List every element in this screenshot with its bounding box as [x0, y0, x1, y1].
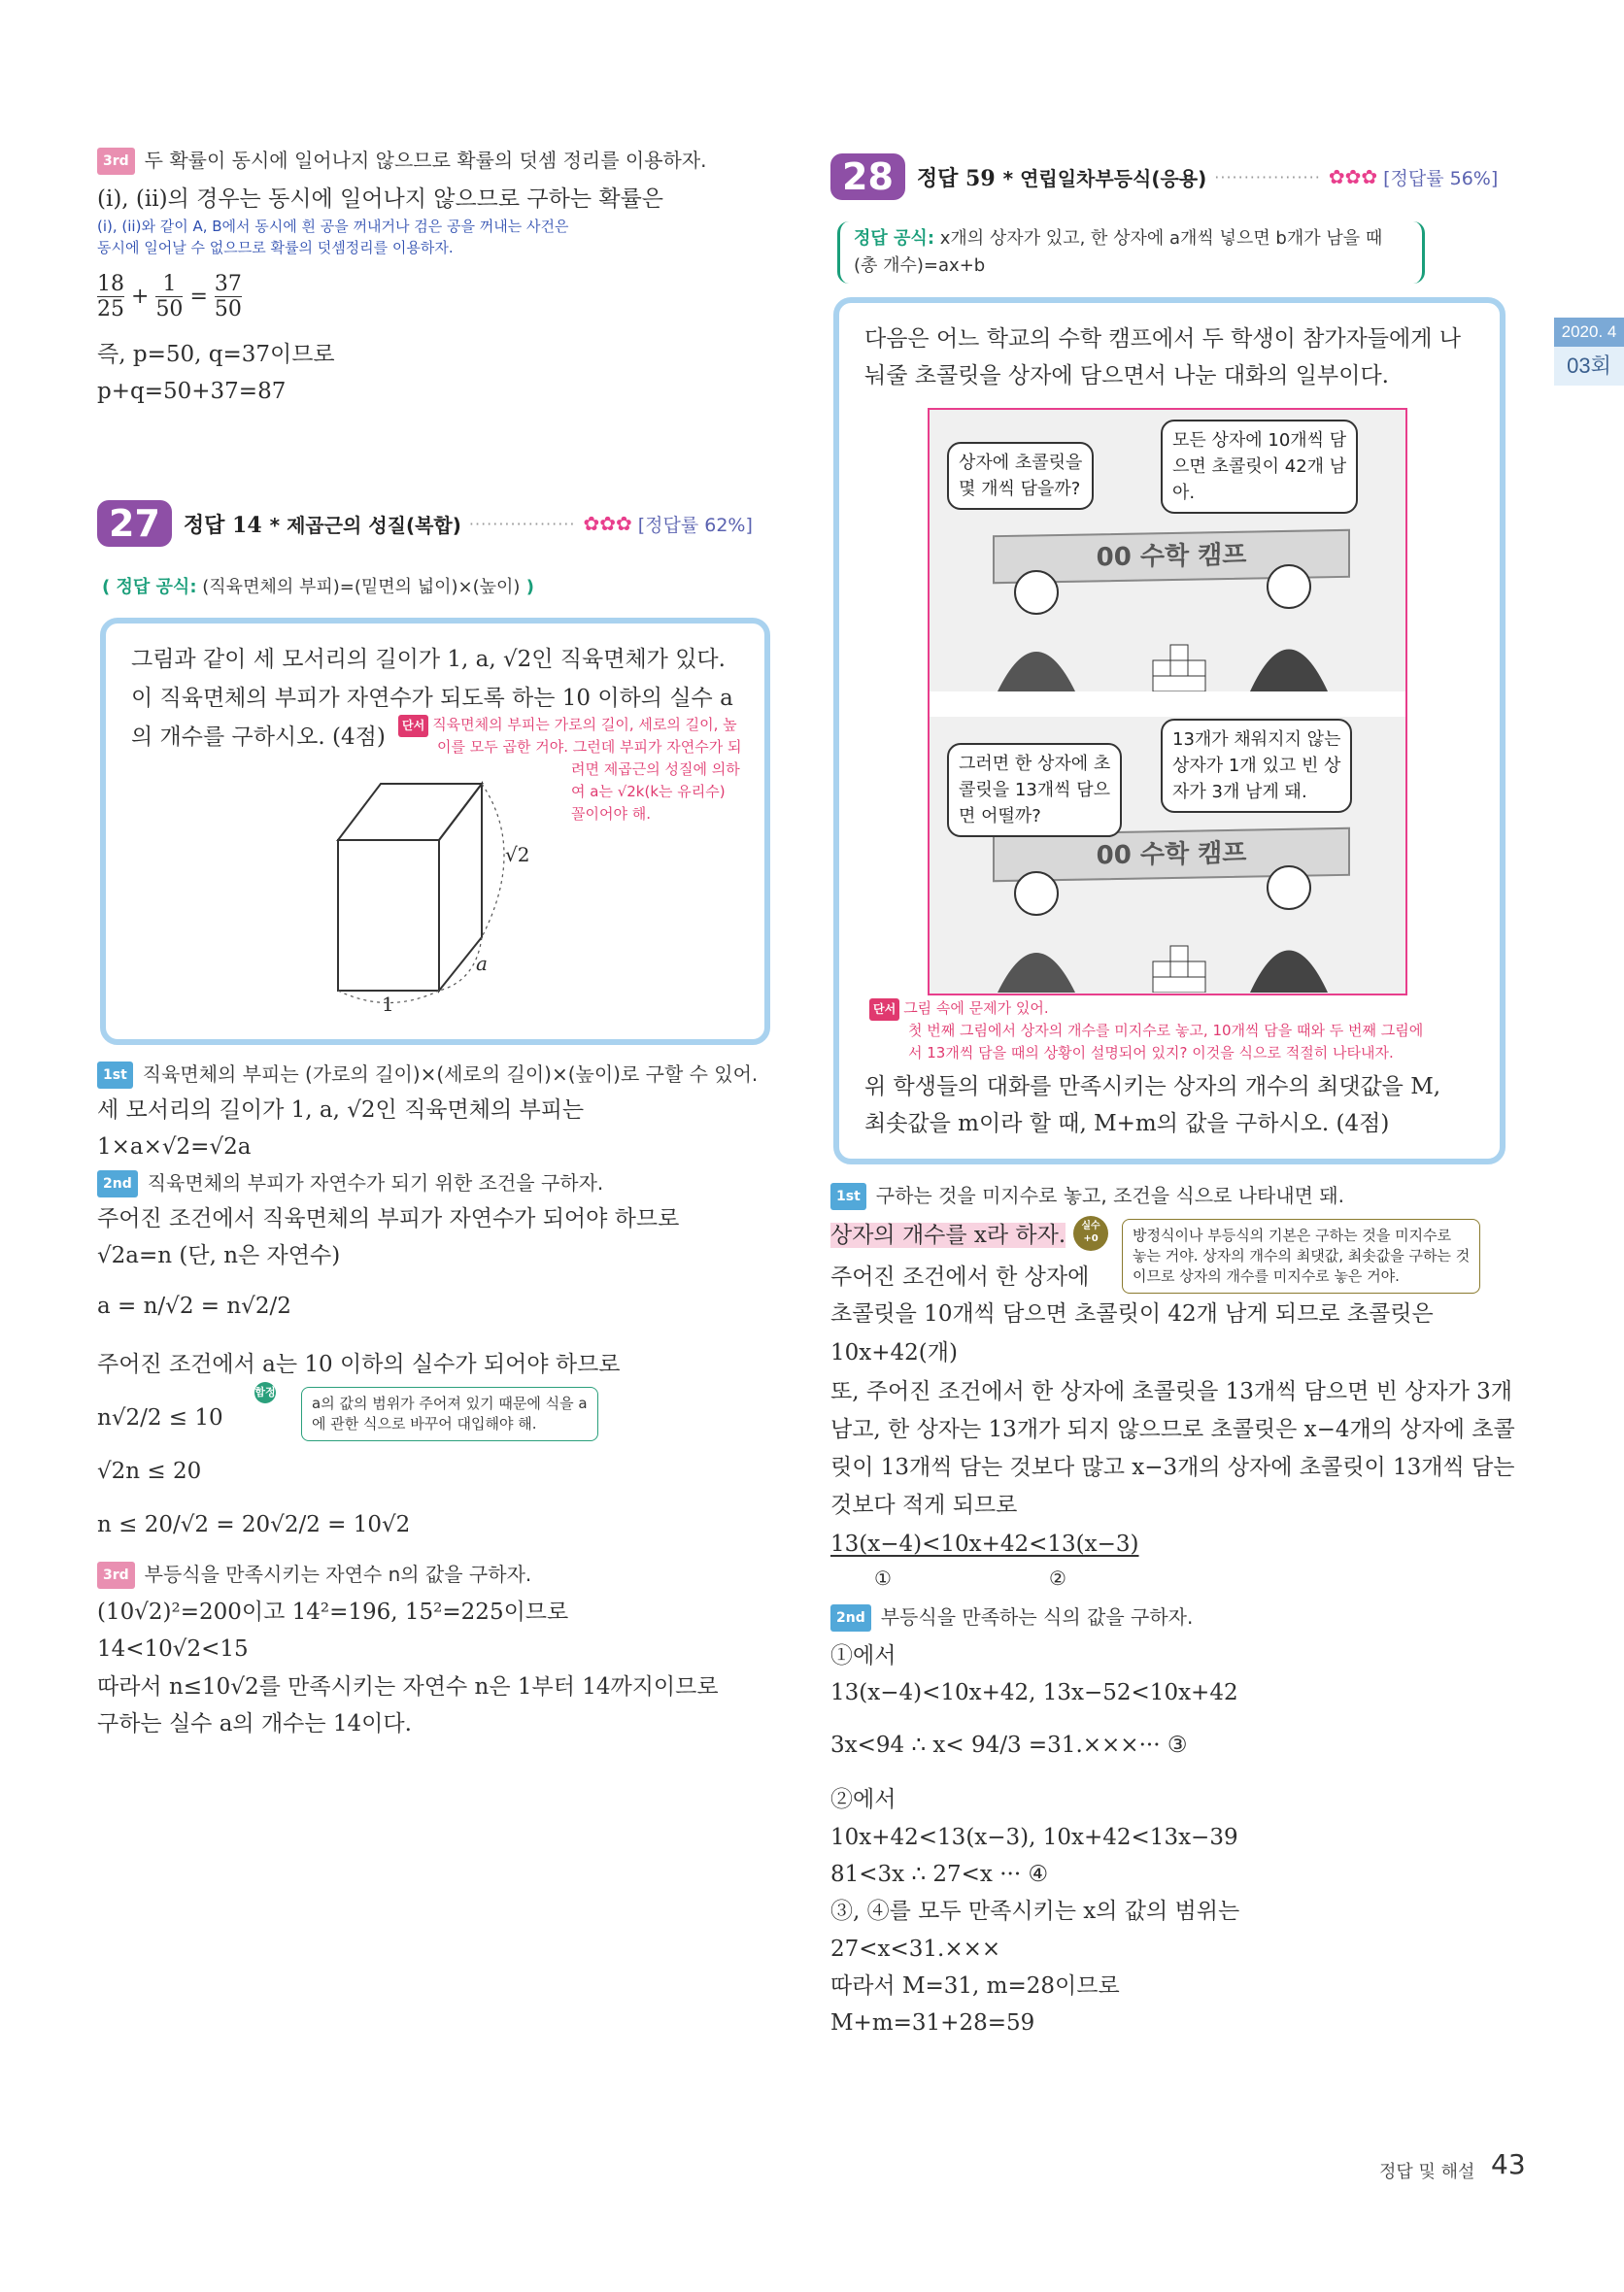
camp-banner: 00 수학 캠프	[993, 827, 1350, 882]
hint-note: 여 a는 √2k(k는 유리수)	[571, 783, 726, 800]
q28-header	[830, 153, 1498, 200]
speech-bubble: 그러면 한 상자에 초 콜릿을 13개씩 담으 면 어떨까?	[947, 743, 1122, 837]
solution-line: 1×a×√2=√2a	[97, 1134, 252, 1160]
solution-line: √2n ≤ 20	[97, 1459, 202, 1484]
students-illustration	[930, 864, 1405, 993]
hint-note: 단서 직육면체의 부피는 가로의 길이, 세로의 길이, 높	[398, 714, 737, 737]
solution-line: 13(x−4)<10x+42, 13x−52<10x+42	[830, 1680, 1238, 1705]
note-line: (i), (ii)와 같이 A, B에서 동시에 흰 공을 꺼내거나 검은 공을 꺼내는 사건은	[97, 218, 569, 235]
answer-label: 정답 59	[916, 165, 996, 191]
solution-line: 상자의 개수를 x라 하자.	[830, 1223, 1066, 1248]
hint-note: 꼴이어야 해.	[571, 805, 651, 823]
students-illustration	[930, 563, 1405, 691]
solution-line: 주어진 조건에서 직육면체의 부피가 자연수가 되어야 하므로	[97, 1206, 680, 1231]
solution-line: 주어진 조건에서 a는 10 이하의 실수가 되어야 하므로	[97, 1352, 621, 1377]
tip-callout: 방정식이나 부등식의 기본은 구하는 것을 미지수로 놓는 거야. 상자의 개수의 최댓값, 최솟값을 구하는 것 이므로 상자의 개수를 미지수로 놓은 거야.	[1122, 1219, 1480, 1294]
step2-heading: 2nd 부등식을 만족하는 식의 값을 구하자.	[830, 1604, 1193, 1632]
leader-dots: ··················	[1214, 167, 1321, 186]
pq-sum: p+q=50+37=87	[97, 379, 287, 404]
q27-formula: ( 정답 공식: (직육면체의 부피)=(밑면의 넓이)×(높이) )	[102, 577, 534, 597]
step1-heading: 1st 직육면체의 부피는 (가로의 길이)×(세로의 길이)×(높이)로 구할 수 있어.	[97, 1062, 758, 1089]
step3-heading: 3rd 두 확률이 동시에 일어나지 않으므로 확률의 덧셈 정리를 이용하자.	[97, 148, 707, 175]
trap-icon: 함정	[254, 1382, 276, 1403]
solution-line: n ≤ 20/√2 = 20√2/2 = 10√2	[97, 1512, 411, 1537]
difficulty-stars: ✿✿✿	[1328, 165, 1378, 188]
step-badge: 3rd	[97, 148, 135, 175]
solution-line: 3x<94 ∴ x< 94/3 =31.×××··· ③	[830, 1733, 1188, 1758]
page-number: 43	[1491, 2148, 1526, 2180]
note-line: 동시에 일어날 수 없으므로 확률의 덧셈정리를 이용하자.	[97, 239, 454, 256]
question-text: 이 직육면체의 부피가 자연수가 되도록 하는 10 이하의 실수 a	[131, 686, 733, 711]
solution-line: 또, 주어진 조건에서 한 상자에 초콜릿을 13개씩 담으면 빈 상자가 3개	[830, 1379, 1512, 1404]
solution-line: 초콜릿을 10개씩 담으면 초콜릿이 42개 남게 되므로 초콜릿은	[830, 1301, 1434, 1327]
marker-2: ②	[1049, 1567, 1066, 1590]
solution-line: 14<10√2<15	[97, 1636, 249, 1662]
marker-1: ①	[874, 1567, 892, 1590]
solution-line: ①에서	[830, 1643, 897, 1668]
solution-line: 것보다 적게 되므로	[830, 1493, 1018, 1518]
solution-line: 10x+42<13(x−3), 10x+42<13x−39	[830, 1825, 1238, 1850]
step2-heading: 2nd 직육면체의 부피가 자연수가 되기 위한 조건을 구하자.	[97, 1170, 603, 1197]
solution-line: 남고, 한 상자는 13개가 되지 않으므로 초콜릿은 x−4개의 상자에 초콜	[830, 1417, 1515, 1442]
solution-line: ②에서	[830, 1787, 897, 1812]
step3-heading: 3rd 부등식을 만족시키는 자연수 n의 값을 구하자.	[97, 1562, 531, 1589]
pq-values: 즉, p=50, q=37이므로	[97, 342, 335, 367]
solution-line: 따라서 n≤10√2를 만족시키는 자연수 n은 1부터 14까지이므로	[97, 1674, 719, 1700]
solution-line: 세 모서리의 길이가 1, a, √2인 직육면체의 부피는	[97, 1097, 585, 1123]
topic-label: * 연립일차부등식(응용)	[1002, 166, 1207, 190]
topic-label: * 제곱근의 성질(복합)	[269, 513, 461, 537]
question-text: 위 학생들의 대화를 만족시키는 상자의 개수의 최댓값을 M,	[864, 1074, 1441, 1099]
difficulty-stars: ✿✿✿	[583, 512, 632, 535]
question-text: 의 개수를 구하시오. (4점)	[131, 725, 386, 750]
q28-formula: 정답 공식: x개의 상자가 있고, 한 상자에 a개씩 넣으면 b개가 남을 때 (총 개수)=ax+b	[837, 221, 1425, 284]
solution-line: 구하는 실수 a의 개수는 14이다.	[97, 1711, 412, 1736]
speech-bubble: 13개가 채워지지 않는 상자가 1개 있고 빈 상 자가 3개 남게 돼.	[1161, 719, 1352, 813]
tip-icon: 실수 +0	[1073, 1216, 1108, 1251]
exam-year-tab: 2020. 4	[1554, 318, 1624, 347]
solution-line: 13(x−4)<10x+42<13(x−3)	[830, 1532, 1139, 1557]
solution-line: 따라서 M=31, m=28이므로	[830, 1973, 1120, 1999]
speech-bubble: 상자에 초콜릿을 몇 개씩 담을까?	[947, 442, 1094, 510]
correct-rate: [정답률 56%]	[1383, 167, 1499, 189]
hint-note: 단서 그림 속에 문제가 있어.	[869, 997, 1049, 1021]
hint-note: 서 13개씩 담을 때의 상황이 설명되어 있지? 이것을 식으로 적절히 나타내자.	[908, 1044, 1394, 1062]
camp-banner: 00 수학 캠프	[993, 529, 1350, 584]
solution-line: 주어진 조건에서 한 상자에	[830, 1264, 1090, 1290]
exam-round-tab: 03회	[1554, 347, 1624, 386]
question-text: 다음은 어느 학교의 수학 캠프에서 두 학생이 참가자들에게 나	[864, 326, 1461, 352]
leader-dots: ··················	[468, 514, 576, 533]
solution-line: 27<x<31.×××	[830, 1937, 1001, 1962]
q27-header	[97, 500, 753, 547]
speech-bubble: 모든 상자에 10개씩 담 으면 초콜릿이 42개 남 아.	[1161, 420, 1358, 514]
answer-label: 정답 14	[183, 512, 262, 538]
cuboid-figure	[321, 772, 534, 1015]
fraction-sum: $\frac{18}{25}$ + $\frac{1}{50}$ = $\frac{37}{50}$	[97, 272, 242, 321]
question-text: 그림과 같이 세 모서리의 길이가 1, a, √2인 직육면체가 있다.	[131, 647, 726, 672]
question-text: 눠줄 초콜릿을 상자에 담으면서 나눈 대화의 일부이다.	[864, 363, 1389, 388]
hint-note: 이를 모두 곱한 거야. 그런데 부피가 자연수가 되	[437, 738, 742, 756]
solution-line: n√2/2 ≤ 10	[97, 1405, 223, 1431]
solution-line: M+m=31+28=59	[830, 2010, 1035, 2036]
solution-line: √2a=n (단, n은 자연수)	[97, 1243, 341, 1268]
solution-line: 10x+42(개)	[830, 1340, 958, 1365]
trap-callout: a의 값의 범위가 주어져 있기 때문에 식을 a 에 관한 식으로 바꾸어 대입해야 해.	[301, 1387, 598, 1441]
edge-label-1: 1	[382, 993, 394, 1016]
edge-label-sqrt2: √2	[505, 843, 530, 866]
question-text: 최솟값을 m이라 할 때, M+m의 값을 구하시오. (4점)	[864, 1111, 1390, 1136]
edge-label-a: a	[476, 952, 488, 975]
solution-line: 81<3x ∴ 27<x ··· ④	[830, 1862, 1049, 1887]
solution-line: 릿이 13개씩 담는 것보다 많고 x−3개의 상자에 초콜릿이 13개씩 담는	[830, 1455, 1515, 1480]
prob-line: (i), (ii)의 경우는 동시에 일어나지 않으므로 구하는 확률은	[97, 186, 664, 212]
footer-label: 정답 및 해설	[1379, 2162, 1475, 2182]
solution-line: a = n/√2 = n√2/2	[97, 1294, 291, 1319]
solution-line: ③, ④를 모두 만족시키는 x의 값의 범위는	[830, 1899, 1240, 1924]
question-number: 28	[830, 153, 905, 200]
hint-note: 첫 번째 그림에서 상자의 개수를 미지수로 놓고, 10개씩 담을 때와 두 번째 그림에	[908, 1022, 1424, 1039]
question-number: 27	[97, 500, 172, 547]
correct-rate: [정답률 62%]	[637, 514, 753, 536]
solution-line: (10√2)²=200이고 14²=196, 15²=225이므로	[97, 1600, 569, 1625]
hint-note: 려면 제곱근의 성질에 의하	[571, 760, 740, 778]
step1-heading: 1st 구하는 것을 미지수로 놓고, 조건을 식으로 나타내면 돼.	[830, 1183, 1344, 1210]
